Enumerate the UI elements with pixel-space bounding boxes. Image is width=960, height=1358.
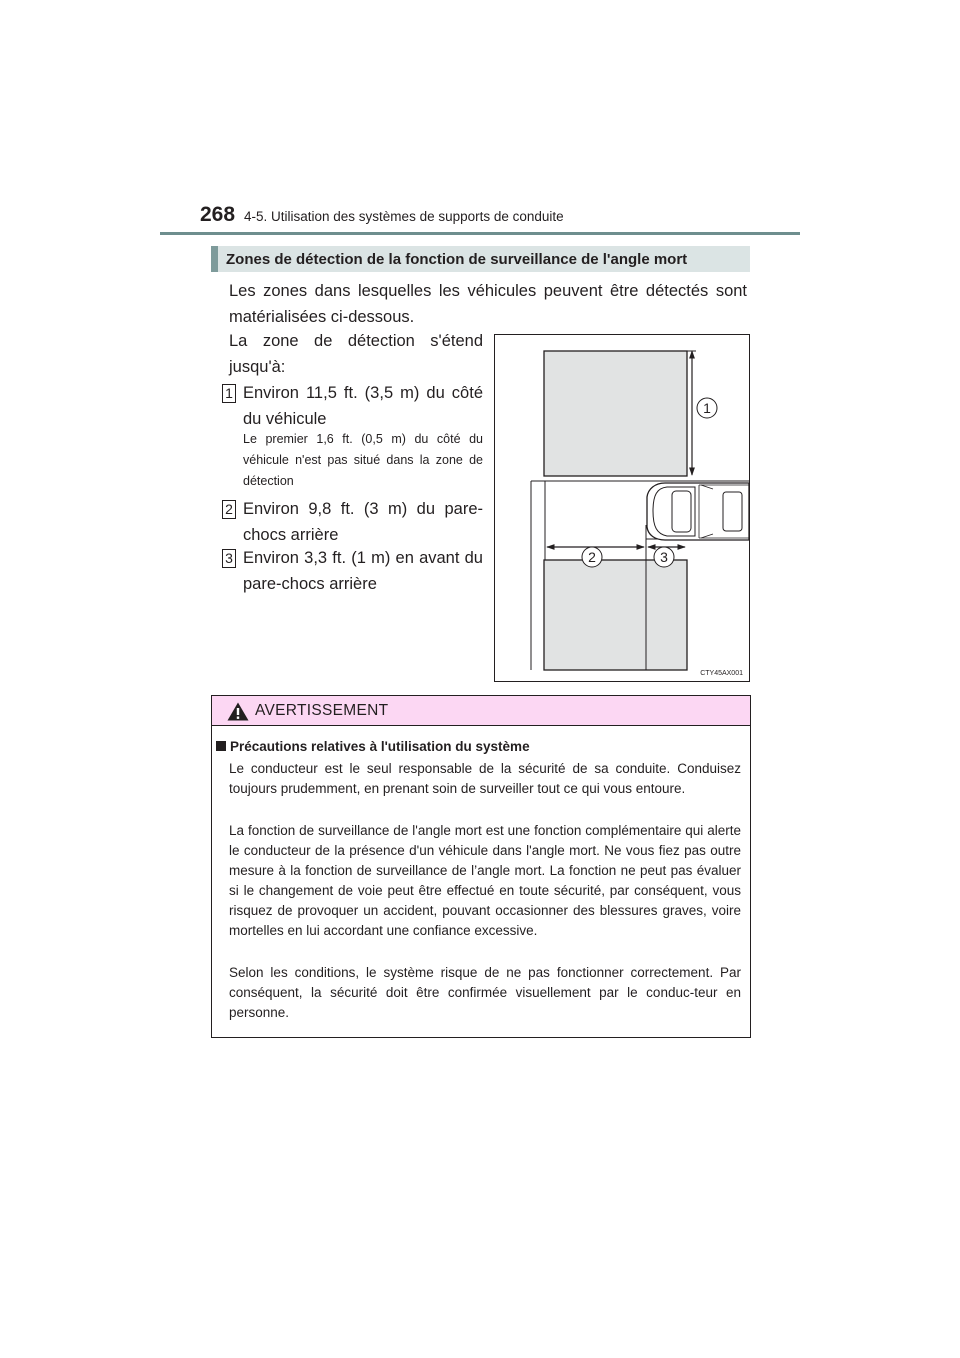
- item-number-2: 2: [222, 500, 236, 519]
- item-text-2: Environ 9,8 ft. (3 m) du pare-chocs arrière: [243, 500, 483, 544]
- callout-3: 3: [660, 549, 668, 565]
- warning-title: AVERTISSEMENT: [255, 702, 389, 719]
- figure-code: CTY45AX001: [700, 670, 743, 677]
- section-heading-text: Zones de détection de la fonction de surveillance de l'angle mort: [226, 251, 688, 268]
- diagram-drawing: [495, 335, 751, 683]
- item-number-3: 3: [222, 549, 236, 568]
- bullet-square-icon: [216, 741, 226, 751]
- item-note-1: Le premier 1,6 ft. (0,5 m) du côté du véhicule n'est pas situé dans la zone de détection: [243, 432, 483, 488]
- lead-paragraph: La zone de détection s'étend jusqu'à:: [229, 332, 483, 376]
- item-number-1: 1: [222, 384, 236, 403]
- header-rule: [160, 232, 800, 235]
- item-text-3: Environ 3,3 ft. (1 m) en avant du pare-chocs arrière: [243, 549, 483, 593]
- warning-subheading-text: Précautions relatives à l'utilisation du système: [230, 739, 530, 754]
- item-text-1: Environ 11,5 ft. (3,5 m) du côté du véhicule: [243, 384, 483, 428]
- warning-box: [211, 695, 751, 1038]
- chapter-title: 4-5. Utilisation des systèmes de supports de conduite: [244, 209, 564, 224]
- side-detection-zone: [544, 351, 687, 476]
- rear-detection-zone: [544, 560, 687, 670]
- intro-paragraph: Les zones dans lesquelles les véhicules peuvent être détectés sont matérialisées ci-dessous.: [229, 282, 747, 326]
- detection-zone-diagram: [494, 334, 750, 682]
- callout-2: 2: [588, 549, 596, 565]
- page-number: 268: [200, 203, 236, 226]
- warning-paragraph-3: Selon les conditions, le système risque de ne pas fonctionner correctement. Par conséquent, la sécurité doit être confirmée visuellement par le conduc-teur en personne.: [229, 965, 741, 1020]
- warning-paragraph-1: Le conducteur est le seul responsable de la sécurité de sa conduite. Conduisez toujours prudemment, en prenant soin de surveiller tout ce qui vous entoure.: [229, 761, 741, 796]
- warning-triangle-icon: [227, 702, 249, 721]
- section-heading: [211, 246, 750, 272]
- car-icon: [647, 483, 749, 540]
- warning-subheading: [216, 739, 530, 754]
- callout-1: 1: [703, 400, 711, 416]
- warning-paragraph-2: La fonction de surveillance de l'angle mort est une fonction complémentaire qui alerte le conducteur de la présence d'un véhicule dans l'angle mort. Ne vous fiez pas outre mesure à la fonction de surveillance de l’angle mort. La fonction ne peut pas évaluer si le changement de voie peut être effectué en toute sécurité, par conséquent, vous risquez de provoquer un accident, pouvant occasionner des blessures graves, voire mortelles en lui accordant une confiance excessive.: [229, 823, 741, 938]
- warning-header: [212, 696, 750, 726]
